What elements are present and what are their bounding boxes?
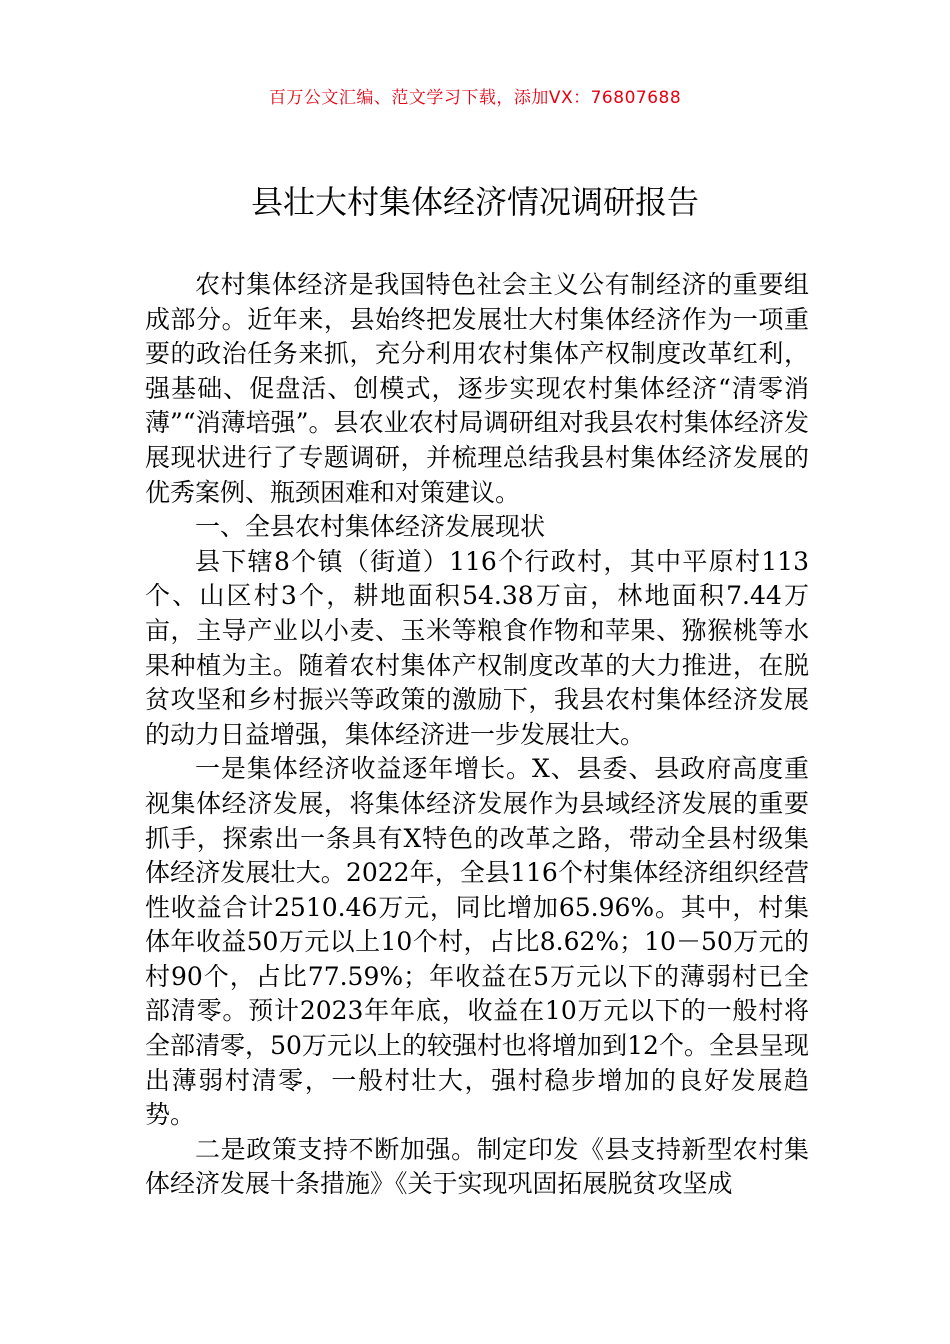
- paragraph-overview: 县下辖8个镇（街道）116个行政村，其中平原村113个、山区村3个，耕地面积54.38万亩，林地面积7.44万亩，主导产业以小麦、玉米等粮食作物和苹果、猕猴桃等水果种植为主。随着农村集体产权制度改革的大力推进，在脱贫攻坚和乡村振兴等政策的激励下，我县农村集体经济发展的动力日益增强，集体经济进一步发展壮大。: [145, 546, 809, 749]
- header-note: 百万公文汇编、范文学习下载，添加VX：76807688: [268, 88, 682, 108]
- paragraph-policy-support: 二是政策支持不断加强。制定印发《县支持新型农村集体经济发展十条措施》《关于实现巩固拓展脱贫攻坚成: [145, 1134, 809, 1199]
- section-heading-1: 一、全县农村集体经济发展现状: [195, 512, 546, 542]
- document-body: [145, 268, 809, 1202]
- paragraph-intro: 农村集体经济是我国特色社会主义公有制经济的重要组成部分。近年来，县始终把发展壮大村集体经济作为一项重要的政治任务来抓，充分利用农村集体产权制度改革红利，强基础、促盘活、创模式，逐步实现农村集体经济“清零消薄”“消薄培强”。县农业农村局调研组对我县农村集体经济发展现状进行了专题调研，并梳理总结我县村集体经济发展的优秀案例、瓶颈困难和对策建议。: [145, 270, 809, 507]
- page-title: 县壮大村集体经济情况调研报告: [250, 183, 699, 221]
- paragraph-income-growth: 一是集体经济收益逐年增长。X、县委、县政府高度重视集体经济发展，将集体经济发展作为县域经济发展的重要抓手，探索出一条具有X特色的改革之路，带动全县村级集体经济发展壮大。2022年，全县116个村集体经济组织经营性收益合计2510.46万元，同比增加65.96%。其中，村集体年收益50万元以上10个村，占比8.62%；10－50万元的村90个，占比77.59%；年收益在5万元以下的薄弱村已全部清零。预计2023年年底，收益在10万元以下的一般村将全部清零，50万元以上的较强村也将增加到12个。全县呈现出薄弱村清零，一般村壮大，强村稳步增加的良好发展趋势。: [145, 754, 809, 1130]
